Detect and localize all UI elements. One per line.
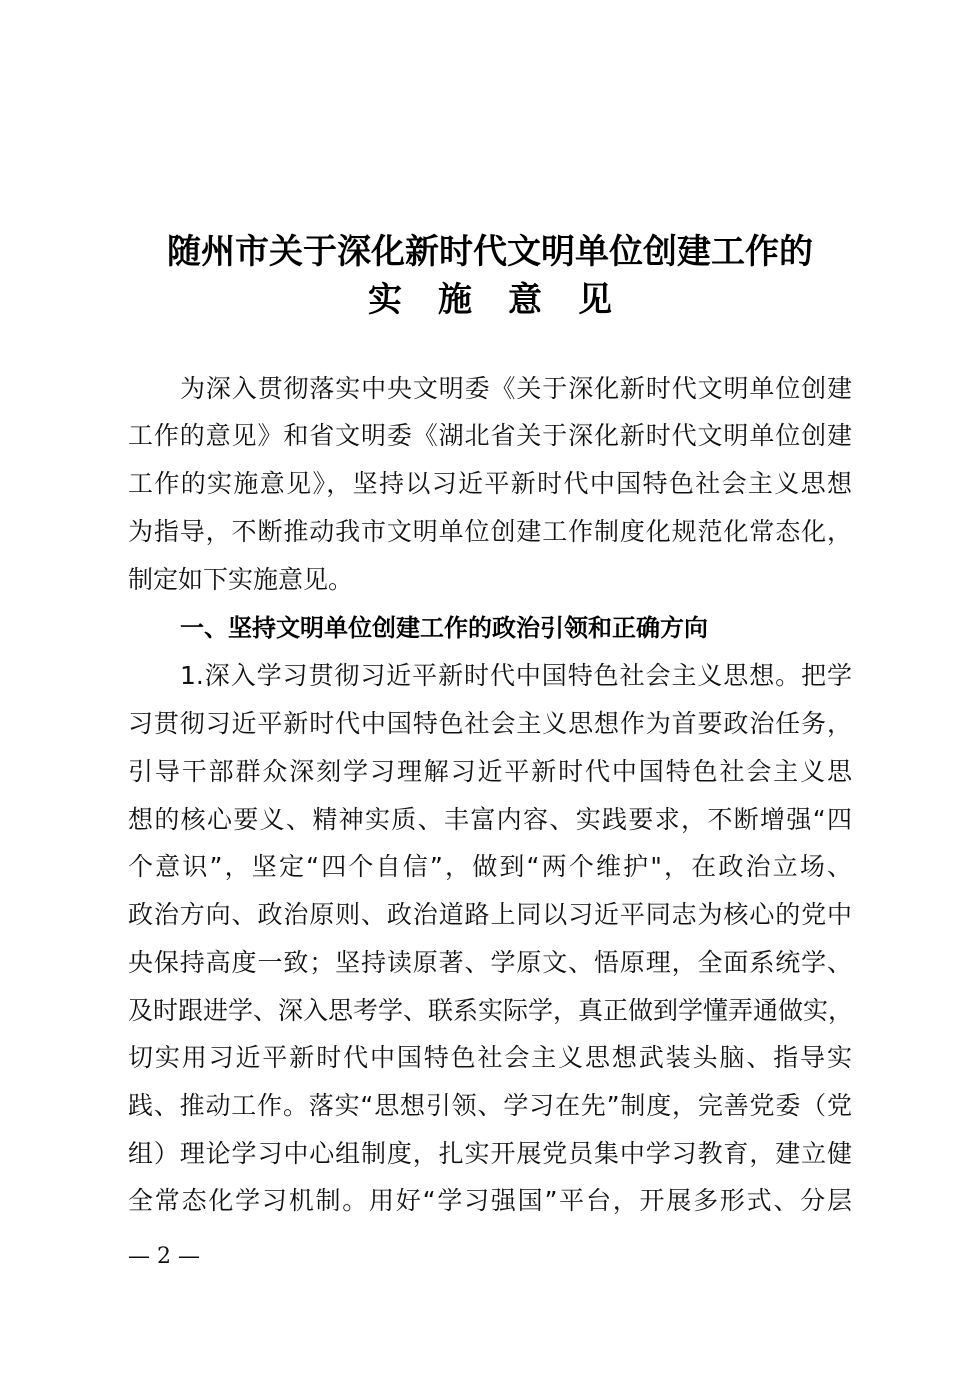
intro-line: 工作的意见》和省文明委《湖北省关于深化新时代文明单位创建 (128, 421, 852, 450)
body-line: 想的核心要义、精神实质、丰富内容、实践要求，不断增强“四 (128, 805, 852, 834)
body-line: 及时跟进学、深入思考学、联系实际学，真正做到学懂弄通做实， (128, 996, 854, 1025)
body-line: 引导干部群众深刻学习理解习近平新时代中国特色社会主义思 (128, 757, 852, 786)
body-line: 组）理论学习中心组制度，扎实开展党员集中学习教育，建立健 (128, 1139, 852, 1168)
intro-line: 为指导，不断推动我市文明单位创建工作制度化规范化常态化， (128, 517, 852, 546)
intro-line: 制定如下实施意见。 (128, 565, 354, 594)
body-line: 政治方向、政治原则、政治道路上同以习近平同志为核心的党中 (128, 900, 852, 929)
title-char: 实 (368, 280, 402, 320)
document-title-line1: 随州市关于深化新时代文明单位创建工作的 (167, 232, 813, 272)
body-line: 全常态化学习机制。用好“学习强国”平台，开展多形式、分层 (128, 1186, 852, 1215)
page-number: — 2 — (128, 1244, 200, 1269)
title-char: 见 (578, 280, 612, 320)
title-char: 施 (438, 280, 472, 320)
body-line: 央保持高度一致；坚持读原著、学原文、悟原理，全面系统学、 (128, 948, 852, 977)
document-title-line2 (0, 272, 980, 321)
body-line: 1.深入学习贯彻习近平新时代中国特色社会主义思想。把学 (180, 661, 852, 690)
body-line: 个意识”，坚定“四个自信”，做到“两个维护"，在政治立场、 (128, 852, 852, 881)
title-char: 意 (508, 280, 542, 320)
section-heading: 一、坚持文明单位创建工作的政治引领和正确方向 (180, 614, 708, 642)
intro-line: 工作的实施意见》，坚持以习近平新时代中国特色社会主义思想 (128, 469, 852, 498)
body-line: 践、推动工作。落实“思想引领、学习在先”制度，完善党委（党 (128, 1091, 852, 1120)
body-line: 切实用习近平新时代中国特色社会主义思想武装头脑、指导实 (128, 1043, 852, 1072)
body-line: 习贯彻习近平新时代中国特色社会主义思想作为首要政治任务， (128, 709, 852, 738)
intro-line: 为深入贯彻落实中央文明委《关于深化新时代文明单位创建 (180, 374, 852, 403)
